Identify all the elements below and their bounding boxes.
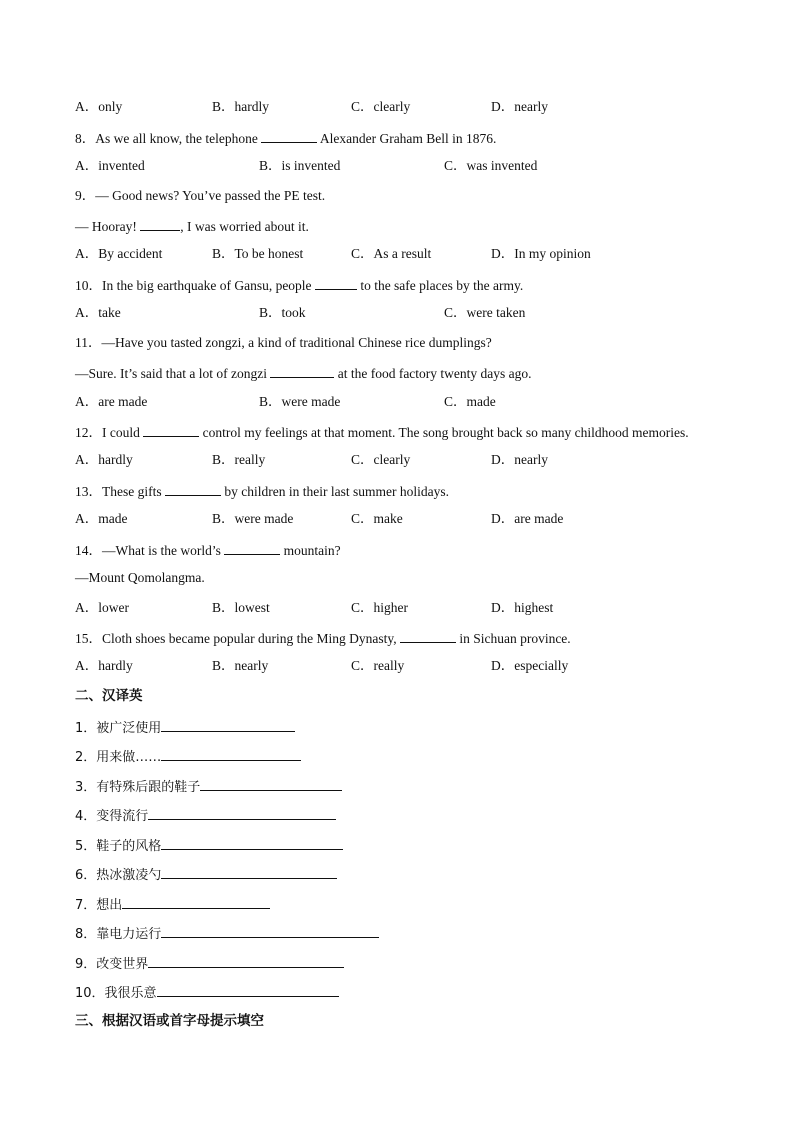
q8-option-b[interactable]: B．is invented — [259, 158, 341, 173]
q14-stem — [75, 540, 341, 560]
q14-option-a[interactable]: A．lower — [75, 600, 129, 615]
translation-prompt: 2．用来做…… — [75, 750, 162, 765]
q14-response: —Mount Qomolangma. — [75, 570, 205, 585]
translation-item-2 — [75, 746, 301, 767]
q8-option-a[interactable]: A．invented — [75, 158, 145, 173]
translation-blank[interactable] — [161, 717, 295, 732]
q9-response — [75, 216, 309, 236]
q11-text-post: at the food factory twenty days ago. — [334, 366, 532, 381]
q10-text-post: to the safe places by the army. — [356, 278, 524, 293]
q9-stem: 9．— Good news? You’ve passed the PE test. — [75, 188, 326, 203]
q15-stem — [75, 628, 571, 648]
q15-option-a[interactable]: A．hardly — [75, 658, 133, 673]
q8-option-c[interactable]: C．was invented — [444, 158, 538, 173]
q12-stem — [75, 422, 689, 442]
q12-blank[interactable] — [143, 422, 199, 437]
translation-prompt: 8．靠电力运行 — [75, 927, 162, 942]
q13-option-b[interactable]: B．were made — [212, 511, 294, 526]
translation-blank[interactable] — [161, 746, 301, 761]
translation-item-6 — [75, 864, 337, 885]
translation-blank[interactable] — [200, 776, 342, 791]
q10-option-a[interactable]: A．take — [75, 305, 121, 320]
q11-response — [75, 363, 532, 383]
q14-text-pre: 14．—What is the world’s — [75, 543, 225, 558]
q11-option-a[interactable]: A．are made — [75, 394, 148, 409]
q15-option-d[interactable]: D．especially — [491, 658, 569, 673]
q12-option-d[interactable]: D．nearly — [491, 452, 548, 467]
translation-item-1 — [75, 717, 295, 738]
q7-option-d[interactable]: D．nearly — [491, 99, 548, 114]
q8-text-post: Alexander Graham Bell in 1876. — [317, 131, 497, 146]
translation-blank[interactable] — [161, 864, 337, 879]
q12-text-post: control my feelings at that moment. The song brought back so many childhood memories. — [199, 425, 689, 440]
translation-item-9 — [75, 953, 344, 974]
q9-option-b[interactable]: B．To be honest — [212, 246, 304, 261]
translation-blank[interactable] — [148, 805, 336, 820]
q13-blank[interactable] — [165, 481, 221, 496]
q15-blank[interactable] — [400, 628, 456, 643]
q14-blank[interactable] — [224, 540, 280, 555]
q13-stem — [75, 481, 449, 501]
q13-option-d[interactable]: D．are made — [491, 511, 564, 526]
translation-item-5 — [75, 835, 343, 856]
translation-blank[interactable] — [122, 894, 270, 909]
section-3-heading: 三、根据汉语或首字母提示填空 — [75, 1013, 264, 1029]
q11-text-pre: —Sure. It’s said that a lot of zongzi — [75, 366, 271, 381]
q8-stem — [75, 128, 496, 148]
translation-item-8 — [75, 923, 379, 944]
q13-text-post: by children in their last summer holidays. — [221, 484, 449, 499]
q10-text-pre: 10．In the big earthquake of Gansu, people — [75, 278, 315, 293]
q14-option-b[interactable]: B．lowest — [212, 600, 270, 615]
q13-option-a[interactable]: A．made — [75, 511, 128, 526]
q9-option-a[interactable]: A．By accident — [75, 246, 163, 261]
translation-prompt: 10．我很乐意 — [75, 986, 157, 1001]
q8-blank[interactable] — [261, 128, 317, 143]
q11-blank[interactable] — [270, 363, 334, 378]
translation-prompt: 9．改变世界 — [75, 957, 149, 972]
q9-text-post: , I was worried about it. — [180, 219, 309, 234]
translation-blank[interactable] — [161, 835, 343, 850]
q14-option-c[interactable]: C．higher — [351, 600, 408, 615]
q12-option-a[interactable]: A．hardly — [75, 452, 133, 467]
q9-option-d[interactable]: D．In my opinion — [491, 246, 591, 261]
q7-option-c[interactable]: C．clearly — [351, 99, 411, 114]
q12-option-c[interactable]: C．clearly — [351, 452, 411, 467]
translation-prompt: 5．鞋子的风格 — [75, 839, 162, 854]
q12-option-b[interactable]: B．really — [212, 452, 266, 467]
translation-blank[interactable] — [161, 923, 379, 938]
q7-option-b[interactable]: B．hardly — [212, 99, 269, 114]
q14-text-post: mountain? — [280, 543, 341, 558]
q13-text-pre: 13．These gifts — [75, 484, 165, 499]
q14-option-d[interactable]: D．highest — [491, 600, 554, 615]
translation-prompt: 3．有特殊后跟的鞋子 — [75, 780, 201, 795]
translation-item-10 — [75, 982, 339, 1003]
q15-text-post: in Sichuan province. — [455, 631, 571, 646]
translation-item-3 — [75, 776, 342, 797]
translation-prompt: 4．变得流行 — [75, 809, 149, 824]
translation-blank[interactable] — [157, 982, 339, 997]
q8-text-pre: 8．As we all know, the telephone — [75, 131, 262, 146]
q9-text-pre: — Hooray! — [75, 219, 141, 234]
translation-item-4 — [75, 805, 336, 826]
translation-blank[interactable] — [148, 953, 344, 968]
q9-option-c[interactable]: C．As a result — [351, 246, 432, 261]
q10-option-b[interactable]: B．took — [259, 305, 306, 320]
translation-prompt: 6．热冰激凌勺 — [75, 868, 162, 883]
translation-prompt: 7．想出 — [75, 898, 123, 913]
q11-stem: 11．—Have you tasted zongzi, a kind of traditional Chinese rice dumplings? — [75, 335, 492, 350]
translation-prompt: 1．被广泛使用 — [75, 721, 162, 736]
q13-option-c[interactable]: C．make — [351, 511, 403, 526]
q9-blank[interactable] — [140, 216, 180, 231]
q10-stem — [75, 275, 523, 295]
q15-text-pre: 15．Cloth shoes became popular during the Ming Dynasty, — [75, 631, 400, 646]
q10-blank[interactable] — [315, 275, 357, 290]
q7-option-a[interactable]: A．only — [75, 99, 123, 114]
q10-option-c[interactable]: C．were taken — [444, 305, 526, 320]
translation-item-7 — [75, 894, 270, 915]
q15-option-b[interactable]: B．nearly — [212, 658, 269, 673]
q12-text-pre: 12．I could — [75, 425, 144, 440]
q15-option-c[interactable]: C．really — [351, 658, 405, 673]
q11-option-c[interactable]: C．made — [444, 394, 496, 409]
section-2-heading: 二、汉译英 — [75, 688, 143, 704]
q11-option-b[interactable]: B．were made — [259, 394, 341, 409]
